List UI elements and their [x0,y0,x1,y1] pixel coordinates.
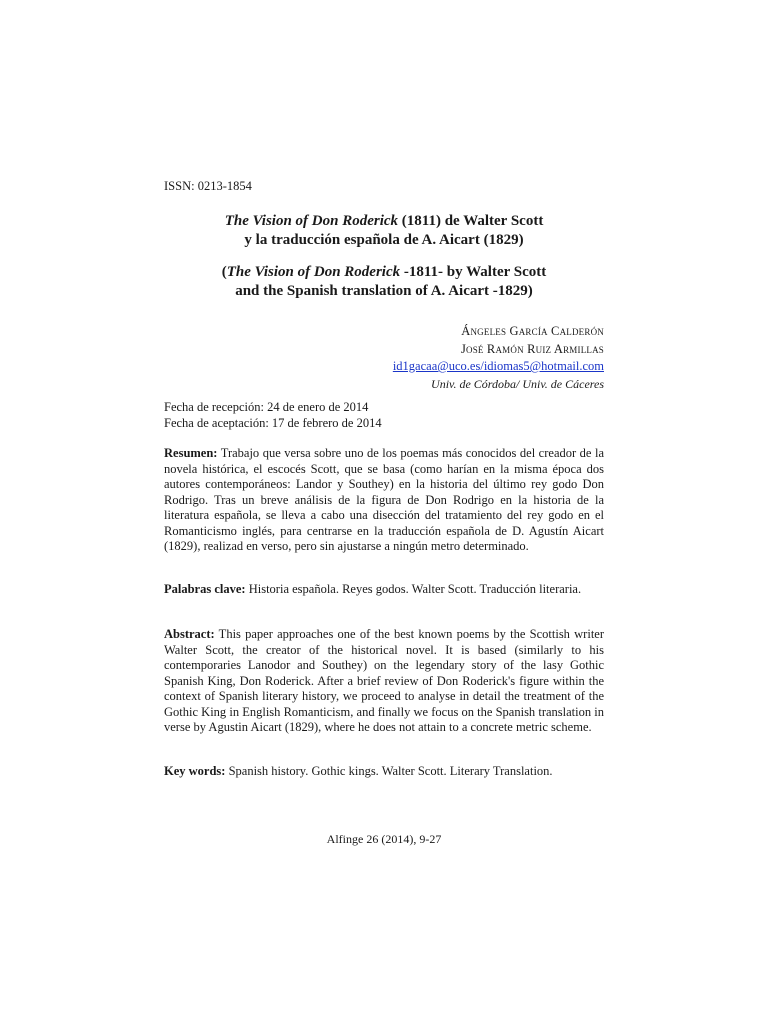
palabras-clave-text: Historia española. Reyes godos. Walter Scott. Traducción literaria. [245,582,582,596]
title-spanish-line1-rest: (1811) de Walter Scott [398,213,544,229]
palabras-clave-paragraph [164,582,604,598]
key-words-text: Spanish history. Gothic kings. Walter Scott. Literary Translation. [225,764,553,778]
author-affiliation: Univ. de Córdoba/ Univ. de Cáceres [431,376,604,391]
authors-block [300,323,604,393]
title-english-line1-rest: -1811- by Walter Scott [400,264,547,280]
resumen-text: Trabajo que versa sobre uno de los poemas más conocidos del creador de la novela histórica, el escocés Scott, que se basa (como harían en la misma época dos autores contemporáneos: Landor y Southey) en la historia del último rey godo Don Rodrigo. Tras un breve análisis de la figura de Don Rodrigo en la historia de la literatura española, se lleva a cabo una disección del tratamiento del rey godo en el Romanticismo inglés, para centrarse en la traducción española de D. Agustín Aicart (1829), realizad en verso, pero sin ajustarse a ningún metro determinado. [164,446,604,553]
page-footer-citation: Alfinge 26 (2014), 9-27 [326,832,442,846]
title-spanish [164,212,604,250]
title-english [164,263,604,301]
issn-line: ISSN: 0213-1854 [164,179,252,193]
title-english-open-paren: ( [221,264,227,280]
abstract-paragraph [164,627,604,736]
date-accepted: Fecha de aceptación: 17 de febrero de 2014 [164,415,382,430]
resumen-label: Resumen: [164,446,218,460]
author-email-link[interactable]: id1gacaa@uco.es/idiomas5@hotmail.com [392,359,604,373]
dates-block [164,400,382,431]
author-name-2: José Ramón Ruiz Armillas [460,341,604,356]
title-english-line2: and the Spanish translation of A. Aicart -1829) [235,283,533,299]
title-spanish-line1 [164,212,604,231]
title-spanish-italic: The Vision of Don Roderick [224,213,399,229]
abstract-label: Abstract: [164,627,215,641]
title-english-italic: The Vision of Don Roderick [226,264,401,280]
key-words-paragraph [164,764,604,780]
key-words-label: Key words: [164,764,226,778]
title-spanish-line2: y la traducción española de A. Aicart (1829) [244,232,524,248]
title-english-line1 [164,263,604,282]
resumen-paragraph [164,446,604,555]
date-received: Fecha de recepción: 24 de enero de 2014 [164,400,369,414]
author-name-1: Ángeles García Calderón [461,324,604,338]
abstract-text: This paper approaches one of the best known poems by the Scottish writer Walter Scott, the creator of the historical novel. It is based (similarly to his contemporaries Lanodor and Southey) on the legendary story of the lasy Gothic Spanish King, Don Roderick. After a brief review of Don Roderick's figure within the context of Spanish literary history, we proceed to analyse in detail the treatment of the Gothic King in English Romanticism, and finally we focus on the Spanish translation in verse by Agustin Aicart (1829), where he does not attain to a concrete metric scheme. [164,627,604,734]
palabras-clave-label: Palabras clave: [164,582,246,596]
